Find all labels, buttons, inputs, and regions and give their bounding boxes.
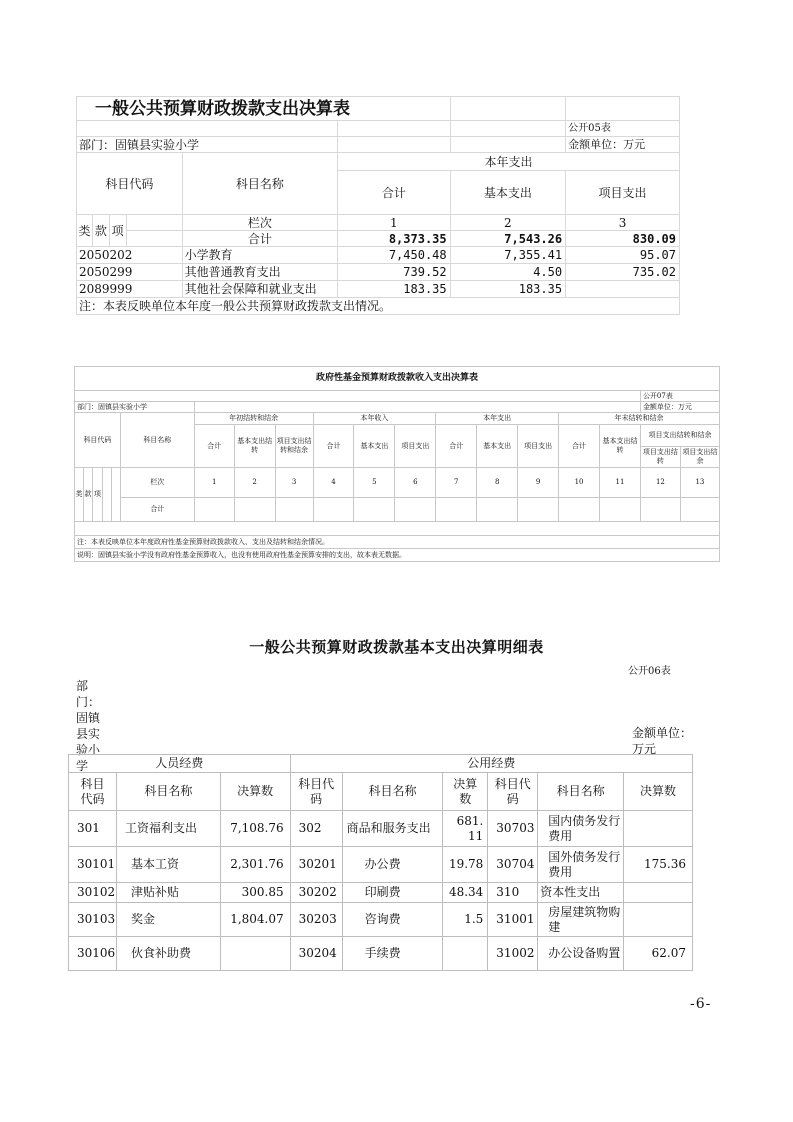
- row-code: 2089999: [77, 281, 183, 298]
- table-row: [69, 903, 693, 937]
- table2-income-group: 本年收入: [313, 413, 436, 425]
- name-cell: 伙食补助费: [116, 937, 220, 971]
- row-project: 95.07: [566, 247, 680, 264]
- table1-col-num: 2: [450, 215, 565, 231]
- table2-sub-header: 基本支出结转: [600, 425, 641, 468]
- table-row: [69, 811, 693, 847]
- table3-title: 一般公共预算财政拨款基本支出决算明细表: [249, 638, 544, 656]
- table1-lei-header: 类: [77, 215, 93, 247]
- code-cell: 30103: [69, 903, 117, 937]
- table2-lei-header: 类: [75, 468, 84, 522]
- table1-dept: 部门：固镇县实验小学: [77, 137, 338, 153]
- table3-unit: 金额单位：万元: [632, 726, 693, 756]
- table2-form-no: 公开07表: [640, 391, 719, 402]
- table2-sub-header: 基本支出: [354, 425, 395, 468]
- table1-kuan-header: 款: [92, 215, 109, 247]
- row-basic: 183.35: [450, 281, 565, 298]
- table1-current-year-header: 本年支出: [338, 153, 680, 171]
- table-row: [69, 883, 693, 903]
- table2-col-num: 2: [234, 468, 275, 498]
- amount-cell: 62.07: [624, 937, 693, 971]
- table2-begin-group: 年初结转和结余: [194, 413, 313, 425]
- code-cell: 30203: [290, 903, 342, 937]
- table1-total-label: 合计: [182, 231, 337, 247]
- table-row: [69, 847, 693, 883]
- table2-explanation: 说明：固镇县实验小学没有政府性基金预算收入，也没有使用政府性基金预算安排的支出，故本表无数据。: [75, 549, 720, 562]
- name-cell: 工资福利支出: [116, 811, 220, 847]
- code-cell: 31001: [488, 903, 538, 937]
- row-name: 其他普通教育支出: [182, 264, 337, 281]
- table2-col-num: 11: [600, 468, 641, 498]
- personnel-group-header: 人员经费: [69, 755, 291, 773]
- amount-header: 决算数: [220, 773, 290, 811]
- page-number: -6-: [690, 996, 712, 1012]
- government-fund-table: [74, 366, 720, 562]
- table2-col-num: 3: [275, 468, 313, 498]
- amount-cell: [624, 883, 693, 903]
- name-cell: 房屋建筑物购建: [538, 903, 624, 937]
- table2-dept: 部门：固镇县实验小学: [75, 402, 195, 413]
- table3-dept: 部门：固镇县实验小学: [76, 679, 101, 773]
- basic-expense-detail-table: [68, 754, 693, 971]
- table1-project-header: 项目支出: [566, 171, 680, 215]
- table2-total-label: 合计: [120, 498, 194, 522]
- table2-sub-header: 项目支出结转和结余: [275, 425, 313, 468]
- table2-sub-header: 项目支出结余: [680, 447, 719, 468]
- code-cell: 310: [488, 883, 538, 903]
- code-cell: 30106: [69, 937, 117, 971]
- row-name: 其他社会保障和就业支出: [182, 281, 337, 298]
- name-cell: 基本工资: [116, 847, 220, 883]
- general-budget-expense-table: [76, 96, 680, 315]
- name-cell: 奖金: [116, 903, 220, 937]
- table-row: [77, 281, 680, 298]
- name-cell: 办公费: [342, 847, 443, 883]
- row-total: 739.52: [338, 264, 451, 281]
- amount-cell: 300.85: [220, 883, 290, 903]
- table1-title: 一般公共预算财政拨款支出决算表: [77, 97, 451, 121]
- table2-col-num: 8: [477, 468, 518, 498]
- amount-header: 决算数: [443, 773, 488, 811]
- amount-header: 决算数: [624, 773, 693, 811]
- table2-col-num: 1: [194, 468, 234, 498]
- table2-name-header: 科目名称: [120, 413, 194, 468]
- row-basic: 4.50: [450, 264, 565, 281]
- amount-cell: 175.36: [624, 847, 693, 883]
- amount-cell: [624, 903, 693, 937]
- table1-note: 注：本表反映单位本年度一般公共预算财政拨款支出情况。: [77, 298, 680, 315]
- table2-xiang-header: 项: [92, 468, 102, 522]
- row-total: 183.35: [338, 281, 451, 298]
- name-header: 科目名称: [116, 773, 220, 811]
- code-cell: 31002: [488, 937, 538, 971]
- table2-sub-header: 基本支出: [477, 425, 518, 468]
- table2-sub-header: 项目支出结转和结余: [640, 425, 719, 447]
- table1-column-label: 栏次: [182, 215, 337, 231]
- name-cell: 咨询费: [342, 903, 443, 937]
- table2-col-num: 5: [354, 468, 395, 498]
- amount-cell: [624, 811, 693, 847]
- table1-basic-header: 基本支出: [450, 171, 565, 215]
- table1-col-num: 3: [566, 215, 680, 231]
- code-header: 科目代码: [290, 773, 342, 811]
- name-cell: 商品和服务支出: [342, 811, 443, 847]
- amount-cell: 48.34: [443, 883, 488, 903]
- amount-cell: [220, 937, 290, 971]
- table1-form-no: 公开05表: [566, 121, 680, 137]
- table2-title: 政府性基金预算财政拨款收入支出决算表: [75, 367, 720, 391]
- name-cell: 资本性支出: [538, 883, 624, 903]
- row-name: 小学教育: [182, 247, 337, 264]
- table1-total-value: 8,373.35: [338, 231, 451, 247]
- table2-sub-header: 合计: [194, 425, 234, 468]
- table2-code-header: 科目代码: [75, 413, 121, 468]
- table1-col-num: 1: [338, 215, 451, 231]
- code-header: 科目代码: [69, 773, 117, 811]
- amount-cell: 1.5: [443, 903, 488, 937]
- table1-total-value: 830.09: [566, 231, 680, 247]
- table1-total-value: 7,543.26: [450, 231, 565, 247]
- code-cell: 30703: [488, 811, 538, 847]
- table2-column-label: 栏次: [120, 468, 194, 498]
- table1-name-header: 科目名称: [182, 153, 337, 215]
- table2-note: 注：本表反映单位本年度政府性基金预算财政拨款收入、支出及结转和结余情况。: [75, 536, 720, 549]
- row-project: 735.02: [566, 264, 680, 281]
- amount-cell: 7,108.76: [220, 811, 290, 847]
- row-project: [566, 281, 680, 298]
- amount-cell: 19.78: [443, 847, 488, 883]
- code-cell: 301: [69, 811, 117, 847]
- table2-col-num: 13: [680, 468, 719, 498]
- table1-code-header: 科目代码: [77, 153, 183, 215]
- name-cell: 国内债务发行费用: [538, 811, 624, 847]
- table-row: [77, 264, 680, 281]
- table2-col-num: 7: [436, 468, 477, 498]
- table1-unit: 金额单位：万元: [566, 137, 680, 153]
- table2-end-group: 年末结转和结余: [559, 413, 720, 425]
- table2-col-num: 9: [518, 468, 559, 498]
- table3-form-no: 公开06表: [628, 666, 671, 677]
- table2-sub-header: 合计: [313, 425, 354, 468]
- name-header: 科目名称: [538, 773, 624, 811]
- table2-sub-header: 项目支出: [518, 425, 559, 468]
- table2-sub-header: 项目支出: [395, 425, 436, 468]
- table2-col-num: 10: [559, 468, 600, 498]
- code-cell: 30201: [290, 847, 342, 883]
- table2-col-num: 12: [640, 468, 680, 498]
- table2-unit: 金额单位：万元: [640, 402, 719, 413]
- table2-col-num: 4: [313, 468, 354, 498]
- table1-total-header: 合计: [338, 171, 451, 215]
- name-cell: 印刷费: [342, 883, 443, 903]
- table2-col-num: 6: [395, 468, 436, 498]
- table1-xiang-header: 项: [109, 215, 126, 247]
- amount-cell: [443, 937, 488, 971]
- table2-kuan-header: 款: [83, 468, 92, 522]
- row-code: 2050299: [77, 264, 183, 281]
- table2-sub-header: 合计: [559, 425, 600, 468]
- table2-sub-header: 基本支出结转: [234, 425, 275, 468]
- amount-cell: 2,301.76: [220, 847, 290, 883]
- table2-sub-header: 项目支出结转: [640, 447, 680, 468]
- row-code: 2050202: [77, 247, 183, 264]
- name-cell: 办公设备购置: [538, 937, 624, 971]
- code-cell: 30204: [290, 937, 342, 971]
- name-cell: 手续费: [342, 937, 443, 971]
- name-cell: 国外债务发行费用: [538, 847, 624, 883]
- code-cell: 302: [290, 811, 342, 847]
- public-group-header: 公用经费: [290, 755, 692, 773]
- amount-cell: 681.11: [443, 811, 488, 847]
- table2-sub-header: 合计: [436, 425, 477, 468]
- table-row: [69, 937, 693, 971]
- code-cell: 30102: [69, 883, 117, 903]
- code-cell: 30704: [488, 847, 538, 883]
- amount-cell: 1,804.07: [220, 903, 290, 937]
- code-cell: 30101: [69, 847, 117, 883]
- name-header: 科目名称: [342, 773, 443, 811]
- row-basic: 7,355.41: [450, 247, 565, 264]
- row-total: 7,450.48: [338, 247, 451, 264]
- table-row: [77, 247, 680, 264]
- table2-expense-group: 本年支出: [436, 413, 559, 425]
- code-header: 科目代码: [488, 773, 538, 811]
- name-cell: 津贴补贴: [116, 883, 220, 903]
- code-cell: 30202: [290, 883, 342, 903]
